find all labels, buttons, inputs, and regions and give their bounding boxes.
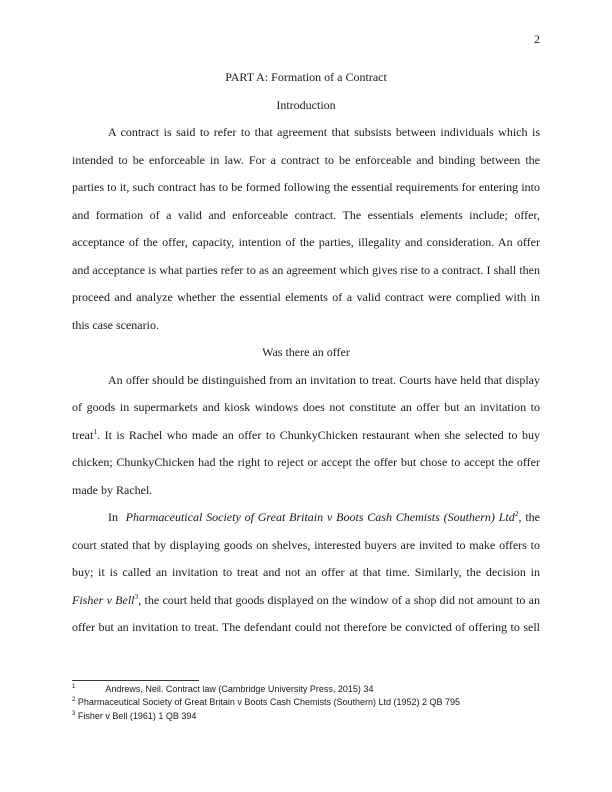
text-segment: this case scenario. <box>72 317 159 332</box>
footnote-number: 2 <box>72 697 76 704</box>
text-segment: acceptance of the offer, capacity, intention of the parties, illegality and consideration. An offer <box>72 235 540 249</box>
text-segment: of goods in supermarkets and kiosk windows does not constitute an offer but an invitation to <box>72 400 540 414</box>
footnote-ref: 2 <box>514 509 519 518</box>
text-segment: Fisher v Bell <box>72 592 135 607</box>
footnote-item <box>72 710 562 723</box>
text-segment: Pharmaceutical Society of Great Britain v Boots Cash Chemists (Southern) Ltd <box>125 510 515 524</box>
text-segment: court stated that by displaying goods on shelves, interested buyers are invited to make offers to <box>72 537 540 552</box>
text-line <box>72 422 540 450</box>
text-segment: An offer should be distinguished from an invitation to treat. Courts have held that display <box>108 372 540 387</box>
text-segment: , the court held that goods displayed on the window of a shop did not amount to an <box>138 592 540 607</box>
footnote-number: 3 <box>72 710 76 717</box>
text-line <box>72 202 540 230</box>
body-lines <box>72 64 540 642</box>
footnote-text: Fisher v Bell (1961) 1 QB 394 <box>75 710 197 721</box>
text-line <box>72 147 540 175</box>
text-line <box>72 257 540 285</box>
text-line <box>72 64 540 92</box>
footnote-number: 1 <box>72 684 76 690</box>
footnote-item <box>72 696 562 709</box>
text-segment: PART A: Formation of a Contract <box>225 70 387 84</box>
text-segment: proceed and analyze whether the essential elements of a valid contract were complied with in <box>72 290 540 304</box>
text-line <box>72 504 540 532</box>
footnotes <box>72 683 562 723</box>
text-line <box>72 367 540 395</box>
text-segment: Introduction <box>276 97 336 112</box>
text-segment: Was there an offer <box>262 345 350 359</box>
text-segment: . It is Rachel who made an offer to ChunkyChicken restaurant when she selected to buy <box>97 427 540 442</box>
text-line <box>72 532 540 560</box>
text-segment: intended to be enforceable in law. For a contract to be enforceable and binding between the <box>72 152 540 167</box>
footnote-ref: 1 <box>93 426 98 436</box>
text-line <box>72 394 540 422</box>
text-segment: and acceptance is what parties refer to as an agreement which gives rise to a contract. I shall then <box>72 262 540 277</box>
footnote-text: Andrews, Neil. Contract law (Cambridge University Press, 2015) 34 <box>105 684 374 694</box>
text-line <box>72 559 540 587</box>
text-segment: treat <box>72 427 94 442</box>
footnote-ref: 3 <box>134 591 139 601</box>
text-line <box>72 312 540 340</box>
text-segment: and formation of a valid and enforceable contract. The essentials elements include; offer, <box>72 207 540 222</box>
text-line <box>72 614 540 642</box>
text-segment: made by Rachel. <box>72 482 153 497</box>
text-line <box>72 174 540 202</box>
text-line <box>72 284 540 312</box>
footnote-text: Pharmaceutical Society of Great Britain v Boots Cash Chemists (Southern) Ltd (1952) 2 QB 795 <box>75 697 461 708</box>
text-line <box>72 449 540 477</box>
text-segment: buy; it is called an invitation to treat and not an offer at that time. Similarly, the decision in <box>72 565 540 579</box>
text-line <box>72 229 540 257</box>
text-line <box>72 339 540 367</box>
text-segment: parties to it, such contract has to be formed following the essential requirements for entering into <box>72 180 540 194</box>
text-segment: chicken; ChunkyChicken had the right to reject or accept the offer but chose to accept the offer <box>72 455 540 469</box>
text-segment: A contract is said to refer to that agreement that subsists between individuals which is <box>108 125 540 139</box>
text-line <box>72 587 540 615</box>
footnote-separator <box>72 680 199 681</box>
text-segment: , the <box>518 510 540 524</box>
text-segment: offer but an invitation to treat. The defendant could not therefore be convicted of offering to sell <box>72 620 540 634</box>
text-line <box>72 92 540 120</box>
text-segment: In <box>108 510 126 524</box>
text-line <box>72 477 540 505</box>
text-line <box>72 119 540 147</box>
page-number: 2 <box>534 32 540 46</box>
footnote-item <box>72 683 562 696</box>
